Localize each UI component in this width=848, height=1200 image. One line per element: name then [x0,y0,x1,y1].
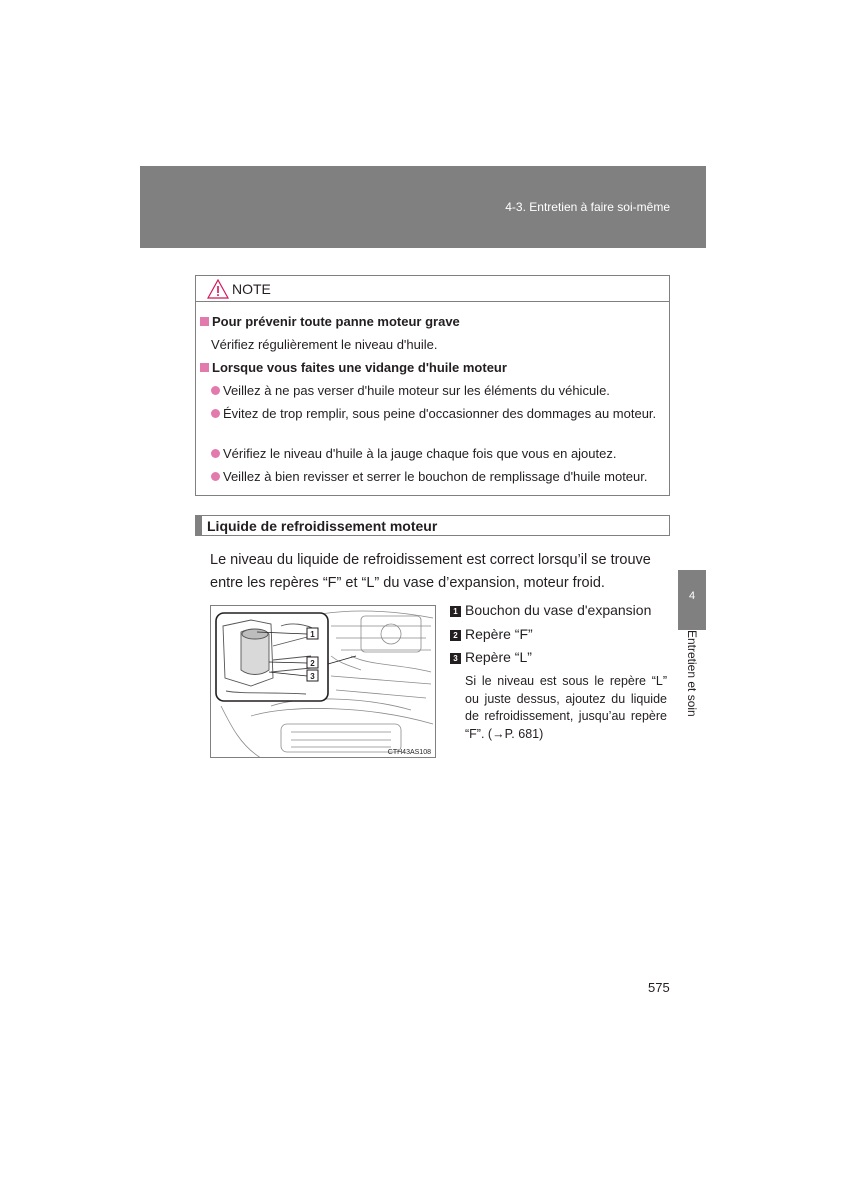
warning-triangle-icon [207,279,229,299]
note-header [196,276,669,302]
section-title: Liquide de refroidissement moteur [207,518,438,534]
legend-label: Repère “L” [465,649,532,665]
note-bullet-text: Évitez de trop remplir, sous peine d'occasionner des dommages au moteur. [223,406,657,421]
note-bullet [211,382,666,399]
square-bullet-icon [200,317,209,326]
figure-note: Si le niveau est sous le repère “L” ou juste dessus, ajoutez du liquide de refroidissement, jusqu’au repère “F”. (→P. 681) [465,674,667,741]
legend-number: 1 [450,606,461,617]
round-bullet-icon [211,409,220,418]
header-band [140,166,706,248]
note-bullet [211,405,666,422]
legend-item [450,602,651,618]
note-box [195,275,670,496]
callout-3: 3 [310,672,315,681]
note-title: NOTE [232,281,271,297]
legend-item [450,649,532,665]
callout-2: 2 [310,659,315,668]
engine-figure [210,605,436,758]
chapter-label: Entretien et soin [685,630,699,717]
section-bar [196,516,202,535]
figure-code: CTH43AS108 [387,749,431,756]
note-bullet-text: Veillez à ne pas verser d'huile moteur sur les éléments du véhicule. [223,383,610,398]
note-bullet [211,445,666,462]
callout-1: 1 [310,630,315,639]
legend-item [450,626,533,642]
note-heading [200,314,460,329]
note-text: Vérifiez régulièrement le niveau d'huile. [211,337,438,352]
note-heading-text: Pour prévenir toute panne moteur grave [212,314,460,329]
note-heading-text: Lorsque vous faites une vidange d'huile moteur [212,360,507,375]
page-number: 575 [648,980,670,995]
square-bullet-icon [200,363,209,372]
note-bullet-text: Vérifiez le niveau d'huile à la jauge chaque fois que vous en ajoutez. [223,446,617,461]
note-bullet-text: Veillez à bien revisser et serrer le bouchon de remplissage d'huile moteur. [223,469,648,484]
legend-number: 2 [450,630,461,641]
section-header: 4-3. Entretien à faire soi-même [505,200,670,214]
legend-number: 3 [450,653,461,664]
legend-label: Bouchon du vase d'expansion [465,602,652,618]
section-heading [195,515,670,536]
chapter-number: 4 [688,590,696,602]
round-bullet-icon [211,449,220,458]
note-heading [200,360,507,375]
round-bullet-icon [211,386,220,395]
round-bullet-icon [211,472,220,481]
chapter-tab [678,570,706,630]
legend-label: Repère “F” [465,626,533,642]
engine-compartment-illustration [211,606,436,758]
note-bullet [211,468,666,485]
section-intro: Le niveau du liquide de refroidissement est correct lorsqu’il se trouve entre les repères “F” et “L” du vase d’expansion, moteur froid. [210,552,651,591]
